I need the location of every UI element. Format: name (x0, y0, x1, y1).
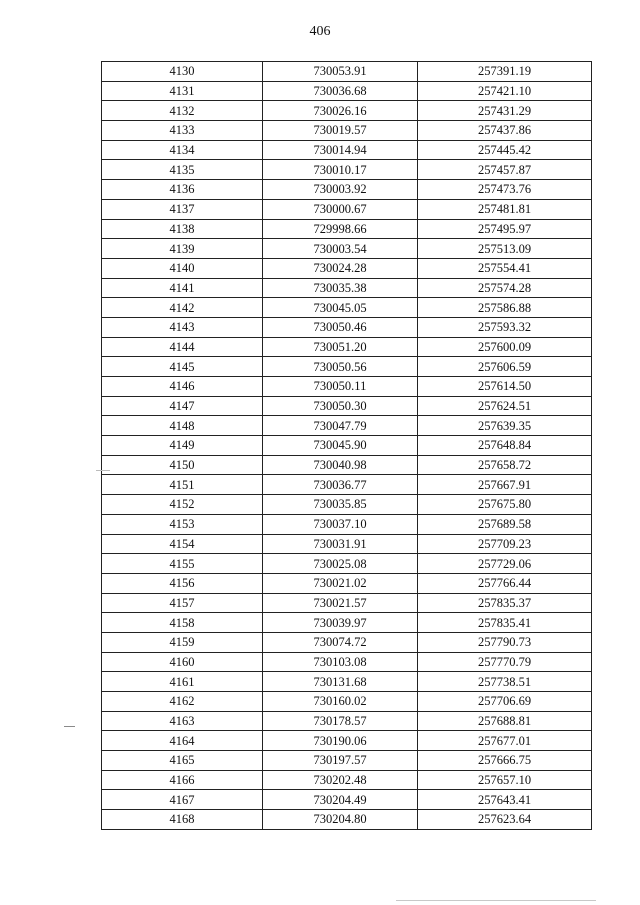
y-coordinate-cell: 257709.23 (418, 534, 592, 554)
y-coordinate-cell: 257457.87 (418, 160, 592, 180)
table-row (102, 101, 592, 121)
table-row (102, 121, 592, 141)
point-number-cell: 4166 (102, 770, 263, 790)
point-number-cell: 4164 (102, 731, 263, 751)
x-coordinate-cell: 730036.77 (263, 475, 418, 495)
y-coordinate-cell: 257790.73 (418, 632, 592, 652)
y-coordinate-cell: 257706.69 (418, 692, 592, 712)
point-number-cell: 4140 (102, 258, 263, 278)
scan-mark (96, 470, 110, 471)
x-coordinate-cell: 730000.67 (263, 199, 418, 219)
table-row (102, 239, 592, 259)
table-row (102, 770, 592, 790)
point-number-cell: 4142 (102, 298, 263, 318)
y-coordinate-cell: 257835.41 (418, 613, 592, 633)
point-number-cell: 4139 (102, 239, 263, 259)
table-row (102, 81, 592, 101)
point-number-cell: 4160 (102, 652, 263, 672)
x-coordinate-cell: 730003.92 (263, 180, 418, 200)
point-number-cell: 4134 (102, 140, 263, 160)
y-coordinate-cell: 257574.28 (418, 278, 592, 298)
point-number-cell: 4168 (102, 810, 263, 830)
table-row (102, 613, 592, 633)
y-coordinate-cell: 257606.59 (418, 357, 592, 377)
y-coordinate-cell: 257667.91 (418, 475, 592, 495)
table-row (102, 317, 592, 337)
y-coordinate-cell: 257835.37 (418, 593, 592, 613)
y-coordinate-cell: 257481.81 (418, 199, 592, 219)
x-coordinate-cell: 730204.49 (263, 790, 418, 810)
table-row (102, 278, 592, 298)
x-coordinate-cell: 730053.91 (263, 62, 418, 82)
point-number-cell: 4135 (102, 160, 263, 180)
point-number-cell: 4150 (102, 455, 263, 475)
x-coordinate-cell: 730103.08 (263, 652, 418, 672)
x-coordinate-cell: 730024.28 (263, 258, 418, 278)
point-number-cell: 4167 (102, 790, 263, 810)
y-coordinate-cell: 257623.64 (418, 810, 592, 830)
point-number-cell: 4149 (102, 436, 263, 456)
x-coordinate-cell: 730045.90 (263, 436, 418, 456)
x-coordinate-cell: 730039.97 (263, 613, 418, 633)
table-row (102, 416, 592, 436)
coordinates-table-body (102, 62, 592, 830)
table-row (102, 672, 592, 692)
point-number-cell: 4153 (102, 514, 263, 534)
table-row (102, 180, 592, 200)
y-coordinate-cell: 257495.97 (418, 219, 592, 239)
y-coordinate-cell: 257593.32 (418, 317, 592, 337)
point-number-cell: 4133 (102, 121, 263, 141)
table-row (102, 711, 592, 731)
point-number-cell: 4130 (102, 62, 263, 82)
y-coordinate-cell: 257421.10 (418, 81, 592, 101)
point-number-cell: 4155 (102, 554, 263, 574)
y-coordinate-cell: 257643.41 (418, 790, 592, 810)
x-coordinate-cell: 730035.85 (263, 495, 418, 515)
x-coordinate-cell: 730131.68 (263, 672, 418, 692)
table-row (102, 140, 592, 160)
point-number-cell: 4147 (102, 396, 263, 416)
point-number-cell: 4159 (102, 632, 263, 652)
table-row (102, 455, 592, 475)
y-coordinate-cell: 257657.10 (418, 770, 592, 790)
x-coordinate-cell: 730047.79 (263, 416, 418, 436)
y-coordinate-cell: 257431.29 (418, 101, 592, 121)
coordinates-table (101, 61, 592, 830)
table-row (102, 298, 592, 318)
y-coordinate-cell: 257473.76 (418, 180, 592, 200)
table-row (102, 337, 592, 357)
x-coordinate-cell: 730014.94 (263, 140, 418, 160)
point-number-cell: 4144 (102, 337, 263, 357)
table-row (102, 731, 592, 751)
y-coordinate-cell: 257586.88 (418, 298, 592, 318)
x-coordinate-cell: 730190.06 (263, 731, 418, 751)
table-row (102, 377, 592, 397)
x-coordinate-cell: 730074.72 (263, 632, 418, 652)
point-number-cell: 4151 (102, 475, 263, 495)
point-number-cell: 4131 (102, 81, 263, 101)
table-row (102, 554, 592, 574)
table-row (102, 751, 592, 771)
table-row (102, 396, 592, 416)
x-coordinate-cell: 730197.57 (263, 751, 418, 771)
y-coordinate-cell: 257666.75 (418, 751, 592, 771)
table-row (102, 534, 592, 554)
x-coordinate-cell: 730036.68 (263, 81, 418, 101)
point-number-cell: 4157 (102, 593, 263, 613)
x-coordinate-cell: 730021.57 (263, 593, 418, 613)
y-coordinate-cell: 257624.51 (418, 396, 592, 416)
point-number-cell: 4158 (102, 613, 263, 633)
x-coordinate-cell: 730019.57 (263, 121, 418, 141)
table-row (102, 573, 592, 593)
y-coordinate-cell: 257675.80 (418, 495, 592, 515)
table-row (102, 652, 592, 672)
point-number-cell: 4141 (102, 278, 263, 298)
y-coordinate-cell: 257770.79 (418, 652, 592, 672)
x-coordinate-cell: 730050.46 (263, 317, 418, 337)
point-number-cell: 4163 (102, 711, 263, 731)
table-row (102, 593, 592, 613)
y-coordinate-cell: 257437.86 (418, 121, 592, 141)
x-coordinate-cell: 730037.10 (263, 514, 418, 534)
x-coordinate-cell: 730045.05 (263, 298, 418, 318)
table-row (102, 495, 592, 515)
x-coordinate-cell: 730035.38 (263, 278, 418, 298)
point-number-cell: 4146 (102, 377, 263, 397)
x-coordinate-cell: 730026.16 (263, 101, 418, 121)
table-row (102, 258, 592, 278)
table-row (102, 632, 592, 652)
point-number-cell: 4148 (102, 416, 263, 436)
point-number-cell: 4162 (102, 692, 263, 712)
table-row (102, 357, 592, 377)
point-number-cell: 4156 (102, 573, 263, 593)
point-number-cell: 4132 (102, 101, 263, 121)
y-coordinate-cell: 257677.01 (418, 731, 592, 751)
scan-mark (396, 900, 596, 901)
y-coordinate-cell: 257648.84 (418, 436, 592, 456)
x-coordinate-cell: 730160.02 (263, 692, 418, 712)
x-coordinate-cell: 730003.54 (263, 239, 418, 259)
y-coordinate-cell: 257614.50 (418, 377, 592, 397)
point-number-cell: 4165 (102, 751, 263, 771)
x-coordinate-cell: 730050.11 (263, 377, 418, 397)
x-coordinate-cell: 730031.91 (263, 534, 418, 554)
point-number-cell: 4152 (102, 495, 263, 515)
point-number-cell: 4137 (102, 199, 263, 219)
x-coordinate-cell: 730202.48 (263, 770, 418, 790)
point-number-cell: 4154 (102, 534, 263, 554)
y-coordinate-cell: 257658.72 (418, 455, 592, 475)
point-number-cell: 4161 (102, 672, 263, 692)
point-number-cell: 4143 (102, 317, 263, 337)
x-coordinate-cell: 730178.57 (263, 711, 418, 731)
x-coordinate-cell: 730040.98 (263, 455, 418, 475)
x-coordinate-cell: 729998.66 (263, 219, 418, 239)
x-coordinate-cell: 730204.80 (263, 810, 418, 830)
y-coordinate-cell: 257689.58 (418, 514, 592, 534)
table-row (102, 790, 592, 810)
y-coordinate-cell: 257738.51 (418, 672, 592, 692)
scan-mark (64, 726, 75, 727)
page-number: 406 (309, 24, 331, 39)
y-coordinate-cell: 257766.44 (418, 573, 592, 593)
point-number-cell: 4136 (102, 180, 263, 200)
y-coordinate-cell: 257600.09 (418, 337, 592, 357)
x-coordinate-cell: 730050.56 (263, 357, 418, 377)
table-row (102, 219, 592, 239)
y-coordinate-cell: 257729.06 (418, 554, 592, 574)
x-coordinate-cell: 730051.20 (263, 337, 418, 357)
x-coordinate-cell: 730010.17 (263, 160, 418, 180)
table-row (102, 62, 592, 82)
y-coordinate-cell: 257513.09 (418, 239, 592, 259)
x-coordinate-cell: 730025.08 (263, 554, 418, 574)
y-coordinate-cell: 257688.81 (418, 711, 592, 731)
y-coordinate-cell: 257554.41 (418, 258, 592, 278)
y-coordinate-cell: 257639.35 (418, 416, 592, 436)
table-row (102, 436, 592, 456)
table-row (102, 810, 592, 830)
table-row (102, 692, 592, 712)
x-coordinate-cell: 730021.02 (263, 573, 418, 593)
table-row (102, 514, 592, 534)
point-number-cell: 4138 (102, 219, 263, 239)
table-row (102, 199, 592, 219)
point-number-cell: 4145 (102, 357, 263, 377)
y-coordinate-cell: 257391.19 (418, 62, 592, 82)
table-row (102, 160, 592, 180)
x-coordinate-cell: 730050.30 (263, 396, 418, 416)
y-coordinate-cell: 257445.42 (418, 140, 592, 160)
table-row (102, 475, 592, 495)
